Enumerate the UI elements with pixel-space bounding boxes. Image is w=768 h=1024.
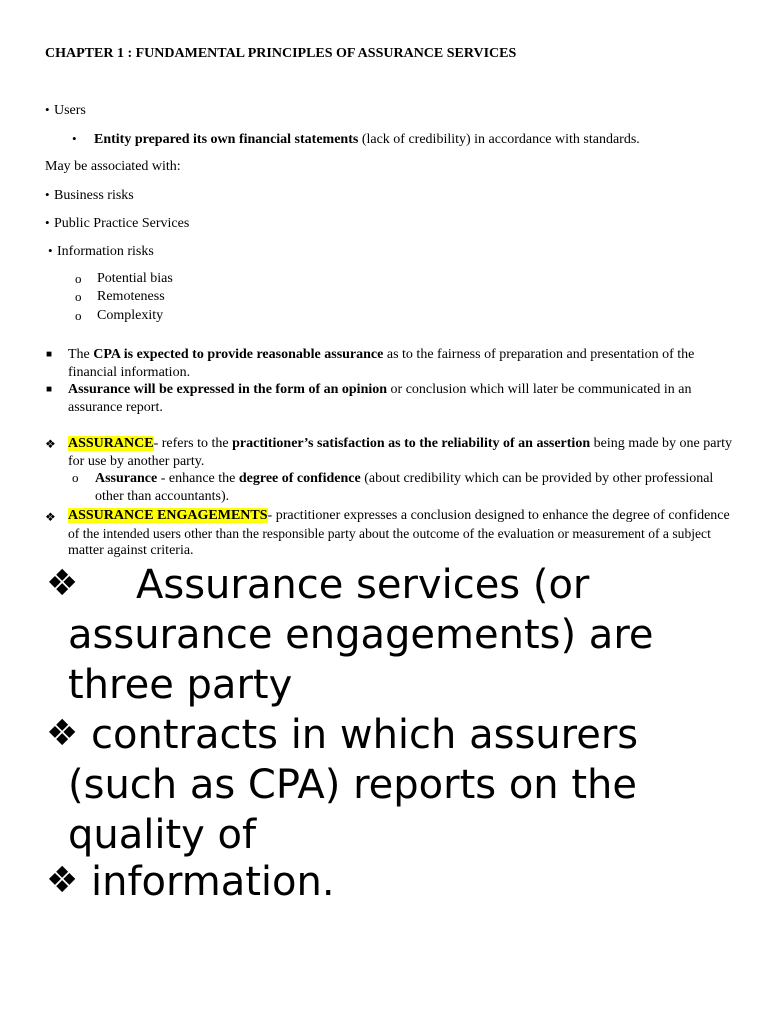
large-diamond-icon: ❖ (46, 860, 79, 901)
assurance-sub-definition: Assurance - enhance the degree of confidence (about credibility which can be provided by other professional other than accountants). (95, 471, 714, 504)
list-item-entity: • Entity prepared its own financial statements (lack of credibility) in accordance with standards. (72, 131, 640, 147)
circle-bullet-icon: o (75, 308, 82, 323)
assurance-opinion: Assurance will be expressed in the form of an opinion or conclusion which will later be communicated in an assurance report. (68, 382, 692, 415)
associated-heading: May be associated with: (45, 159, 181, 174)
page-title: CHAPTER 1 : FUNDAMENTAL PRINCIPLES OF ASSURANCE SERVICES (45, 46, 517, 61)
large-text-line-3: three party (68, 662, 293, 708)
large-text-line-5: (such as CPA) reports on the (68, 762, 638, 808)
assurance-definition: ASSURANCE- refers to the practitioner’s satisfaction as to the reliability of an assertion being made by one party for use by another party. (68, 436, 733, 469)
large-text-line-7: information. (91, 859, 335, 905)
list-item-potential-bias: Potential bias (97, 271, 173, 286)
large-diamond-icon: ❖ (46, 563, 79, 604)
large-text-line-2: assurance engagements) are (68, 612, 654, 658)
square-bullet-icon: ■ (46, 384, 53, 395)
large-diamond-icon: ❖ (46, 713, 79, 754)
bullet-icon: • (48, 243, 53, 258)
list-item-public-practice: • Public Practice Services (45, 215, 190, 231)
diamond-bullet-icon: ❖ (45, 437, 56, 451)
bullet-icon: • (45, 187, 50, 202)
bullet-icon: • (45, 215, 50, 230)
large-text-line-6: quality of (68, 812, 257, 858)
bullet-icon: • (72, 131, 77, 146)
assurance-engagements-definition: ASSURANCE ENGAGEMENTS- practitioner expresses a conclusion designed to enhance the degree of confidence of the intended users other than the responsible party about the outcome of the evaluation or measurement of a subject matter against criteria. (68, 508, 730, 558)
list-item-information-risks: • Information risks (48, 243, 154, 259)
list-item-users: • Users (45, 102, 86, 118)
list-item-complexity: Complexity (97, 308, 164, 323)
bullet-icon: • (45, 102, 50, 117)
circle-bullet-icon: o (75, 271, 82, 286)
large-text-line-4: contracts in which assurers (91, 712, 639, 758)
cpa-reasonable-assurance: The CPA is expected to provide reasonable assurance as to the fairness of preparation and presentation of the financial information. (68, 347, 695, 380)
diamond-bullet-icon: ❖ (45, 510, 56, 524)
square-bullet-icon: ■ (46, 349, 53, 360)
large-text-line-1: Assurance services (or (136, 562, 590, 608)
circle-bullet-icon: o (72, 470, 79, 485)
list-item-remoteness: Remoteness (97, 289, 165, 304)
circle-bullet-icon: o (75, 289, 82, 304)
list-item-business-risks: • Business risks (45, 187, 134, 203)
